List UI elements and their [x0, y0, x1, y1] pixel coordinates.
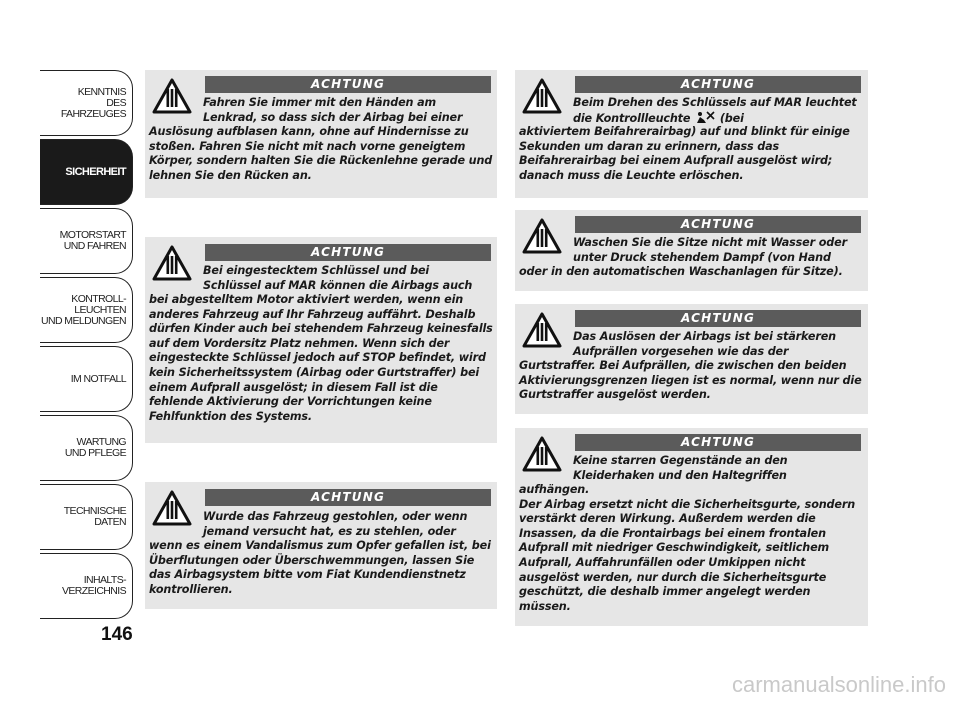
warning-text-first-part: Beim Drehen des Schlüssels auf MAR leuchtet die Kontrollleuchte [573, 96, 857, 125]
warning-header: ACHTUNG [575, 310, 861, 327]
warning-text: bei abgestelltem Motor aktiviert werden, wenn ein anderes Fahrzeug auf Ihr Fahrzeug auffährt. Deshalb dürfen Kinder auch bei stehendem Fahrzeug keinesfalls auf dem Vordersitz Platz nehmen. Wenn sich der eingesteckte Schlüssel jedoch auf STOP befindet, wird kein Sicherheitssystem (Airbag oder Gurtstraffer) bei einem Aufprall ausgelöst; in diesem Fall ist die fehlende Aktivierung der Vorrichtungen keine Fehlfunktion des Systems. [149, 293, 493, 423]
tab-technische-daten[interactable]: TECHNISCHE DATEN [40, 484, 133, 550]
warning-header: ACHTUNG [575, 434, 861, 451]
warning-text: Auslösung aufblasen kann, ohne auf Hindernisse zu stoßen. Fahren Sie nicht mit nach vorne geneigtem Körper, sondern halten Sie die Rückenlehne gerade und lehnen Sie den Rücken an. [149, 125, 493, 182]
passenger-airbag-off-icon [694, 111, 716, 124]
warning-box-key-mar [145, 237, 497, 443]
warning-header: ACHTUNG [575, 216, 861, 233]
warning-triangle-icon [152, 245, 192, 281]
warning-text: aufhängen. Der Airbag ersetzt nicht die Sicherheitsgurte, sondern verstärkt deren Wirkung. Außerdem werden die Insassen, da die Frontairbags bei einem frontalen Aufprall mit niedriger Geschwindigkeit, seitlichem Aufprall, Auffahrunfällen oder Umkippen nicht ausgelöst werden, nur durch die Sicherheitsgurte geschützt, die deshalb immer angelegt werden müssen. [519, 483, 856, 613]
warning-triangle-icon [152, 78, 192, 114]
warning-text-first-tail: (bei [719, 111, 744, 125]
warning-box-passenger-airbag-light [515, 70, 868, 198]
warning-header: ACHTUNG [205, 76, 491, 93]
warning-text-first: Fahren Sie immer mit den Händen am Lenkrad, so dass sich der Airbag bei einer [203, 96, 463, 124]
warning-triangle-icon [522, 312, 562, 348]
tab-inhaltsverzeichnis[interactable]: INHALTS- VERZEICHNIS [40, 553, 133, 619]
warning-triangle-icon [152, 490, 192, 526]
warning-text-first: Bei eingestecktem Schlüssel und bei Schlüssel auf MAR können die Airbags auch [203, 264, 473, 292]
warning-text: aktiviertem Beifahrerairbag) auf und blinkt für einige Sekunden um daran zu erinnern, dass das Beifahrerairbag bei einem Aufprall ausgelöst wird; danach muss die Leuchte erlöschen. [519, 125, 850, 182]
warning-text-first: Keine starren Gegenstände an den Kleiderhaken und den Haltegriffen [573, 454, 788, 482]
watermark: carmanualsonline.info [731, 672, 946, 697]
warning-header: ACHTUNG [575, 76, 861, 93]
warning-text-first [573, 96, 863, 126]
tab-motorstart[interactable]: MOTORSTART UND FAHREN [40, 208, 133, 274]
tab-im-notfall[interactable]: IM NOTFALL [40, 346, 133, 412]
page-number: 146 [101, 624, 133, 645]
warning-text: oder in den automatischen Waschanlagen für Sitze). [519, 265, 843, 278]
warning-text-first: Das Auslösen der Airbags ist bei stärkeren Aufprällen vorgesehen wie das der [573, 330, 836, 358]
tab-kenntnis[interactable]: KENNTNIS DES FAHRZEUGES [40, 70, 133, 136]
warning-header: ACHTUNG [205, 489, 491, 506]
warning-box-airbag-deployment [515, 304, 868, 414]
warning-box-hands-on-wheel [145, 70, 497, 198]
warning-triangle-icon [522, 218, 562, 254]
tab-kontrollleuchten[interactable]: KONTROLL- LEUCHTEN UND MELDUNGEN [40, 277, 133, 343]
warning-text-first: Waschen Sie die Sitze nicht mit Wasser oder unter Druck stehendem Dampf (von Hand [573, 236, 847, 264]
warning-triangle-icon [522, 78, 562, 114]
warning-triangle-icon [522, 436, 562, 472]
tab-wartung[interactable]: WARTUNG UND PFLEGE [40, 415, 133, 481]
warning-box-seat-washing [515, 210, 868, 291]
warning-box-coat-hooks [515, 428, 868, 626]
warning-text: wenn es einem Vandalismus zum Opfer gefallen ist, bei Überflutungen oder Überschwemmungen, lassen Sie das Airbagsystem bitte vom Fiat Kundendienstnetz kontrollieren. [149, 539, 491, 596]
warning-header: ACHTUNG [205, 244, 491, 261]
warning-text: Gurtstraffer. Bei Aufprällen, die zwischen den beiden Aktivierungsgrenzen liegen ist es normal, wenn nur die Gurtstraffer ausgelöst werden. [519, 359, 862, 402]
warning-text-first: Wurde das Fahrzeug gestohlen, oder wenn jemand versucht hat, es zu stehlen, oder [203, 510, 468, 538]
tab-sicherheit[interactable]: SICHERHEIT [40, 139, 133, 205]
warning-box-stolen-vehicle [145, 482, 497, 609]
